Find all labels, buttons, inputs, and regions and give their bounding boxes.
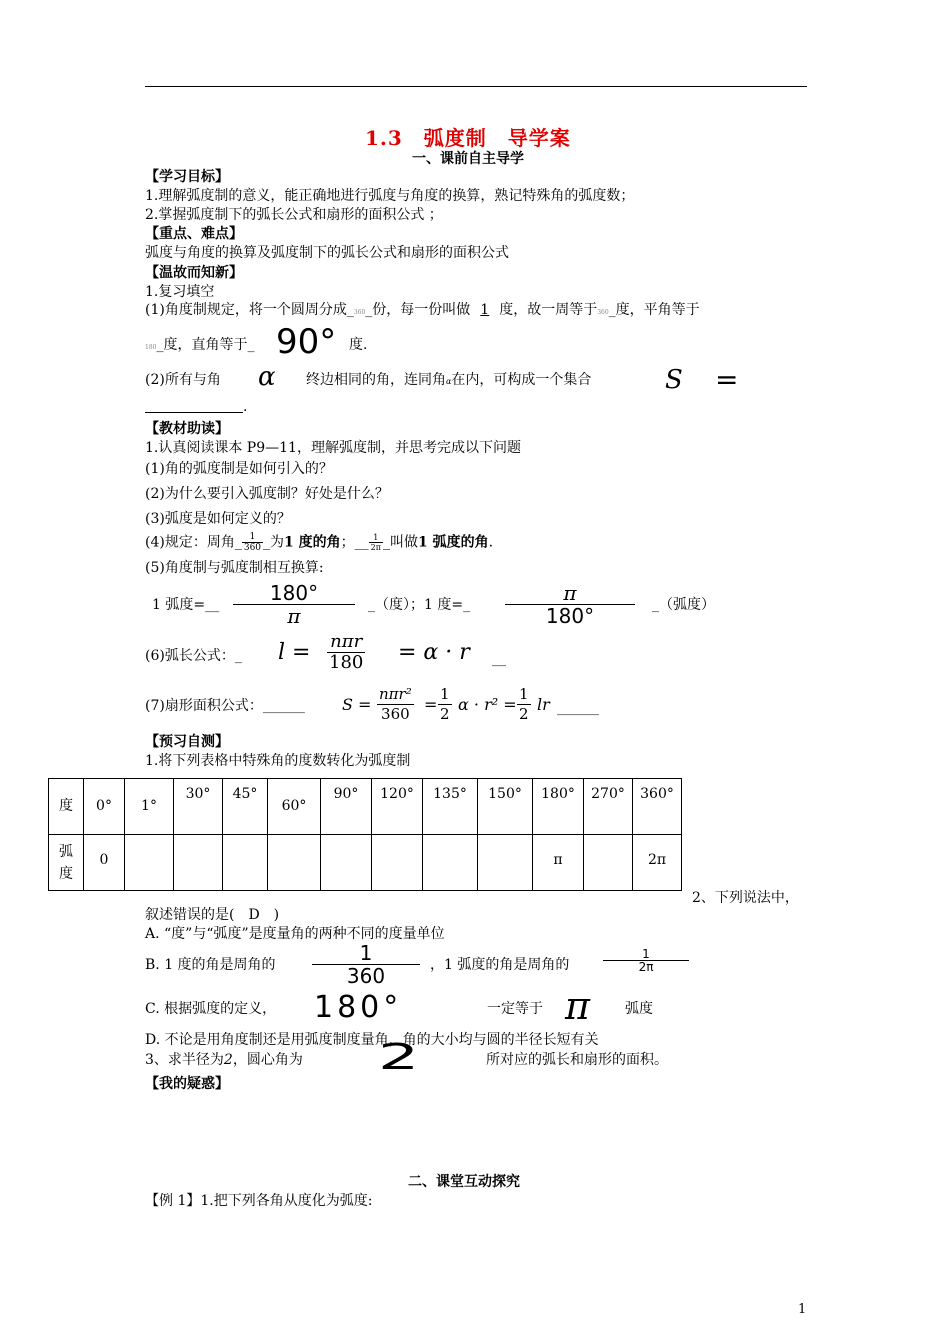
review-q2-text-b [306, 371, 591, 391]
table-head-radian: 弧 度 [49, 835, 84, 891]
sector-den-2: 2 [440, 705, 450, 723]
textbook-q1: (1)角的弧度制是如何引入的？ [145, 461, 333, 477]
option-a: A. “度”与“弧度”是度量角的两种不同的度量单位 [145, 926, 445, 942]
frac-pi-180-den: 180° [545, 604, 595, 628]
frac-npr-180 [327, 632, 365, 673]
objective-1: 1.理解弧度制的意义，能正确地进行弧度与角度的换算，熟记特殊角的弧度数； [145, 188, 635, 204]
table-cell: 135° [423, 779, 478, 835]
arc-den: 180 [329, 652, 364, 673]
key-heading: 【重点、难点】 [145, 226, 243, 242]
arc-label: (6)弧长公式：_ [145, 648, 242, 664]
sector-ar: α · r² = [458, 695, 517, 714]
pretest-heading: 【预习自测】 [145, 734, 229, 750]
header-rule [145, 86, 807, 87]
q3-text-a: 3、求半径为 [145, 1052, 224, 1068]
table-cell [223, 835, 268, 891]
table-cell [372, 835, 423, 891]
review-q2-text-c: 在内，可构成一个集合 [451, 372, 592, 388]
q3-radius: 2 [223, 1052, 233, 1068]
review-q1-blank-1: 360 [353, 309, 366, 316]
q3-line [145, 1051, 303, 1069]
frac-1-360-den: 360 [243, 543, 262, 553]
table-cell: 90° [321, 779, 372, 835]
sector-label: (7)扇形面积公式：______ [145, 698, 305, 714]
table-cell: 0 [84, 835, 125, 891]
arc-end: __ [492, 651, 506, 667]
conv-a: 1 弧度=__ [152, 597, 220, 613]
table-cell [478, 835, 533, 891]
q3-text-b: ，圆心角为 [232, 1052, 303, 1068]
objective-2: 2.掌握弧度制下的弧长公式和扇形的面积公式 ； [145, 207, 443, 223]
table-cell: π [533, 835, 584, 891]
doc-title: 1.3 弧度制 导学案 [365, 126, 571, 150]
review-q2-text-a: (2)所有与角 [145, 372, 221, 388]
review-q1-line1 [145, 301, 700, 322]
frac-b-den-1: 360 [346, 964, 386, 988]
textbook-q4-d-bold: 1 弧度的角 [418, 534, 489, 551]
frac-pi-180-num: π [505, 582, 635, 605]
textbook-q4-a: (4)规定：周角_ [145, 534, 242, 551]
textbook-q5: (5)角度制与弧度制相互换算: [145, 560, 324, 576]
arc-rest: = α · r [398, 640, 470, 665]
angle-table [48, 778, 682, 891]
review-q2-end: . [243, 399, 248, 415]
arc-l: l = [278, 640, 311, 665]
table-head-degree: 度 [49, 779, 84, 835]
example-1: 【例 1】1.把下列各角从度化为弧度: [145, 1193, 373, 1209]
review-q1-blank-4: 180 [145, 344, 157, 351]
table-cell [174, 835, 223, 891]
frac-1-2pi [369, 533, 383, 552]
option-d: D. 不论是用角度制还是用弧度制度量角，角的大小均与圆的半径长短有关 [145, 1032, 599, 1048]
table-cell [584, 835, 633, 891]
textbook-q4-b: _为 [263, 534, 285, 551]
sector-den-1: 360 [381, 705, 410, 723]
table-cell: 270° [584, 779, 633, 835]
alpha-symbol: α [258, 362, 276, 392]
frac-180-pi-num: 180° [233, 582, 355, 605]
textbook-1: 1.认真阅读课本 P9—11，理解弧度制，并思考完成以下问题 [145, 440, 521, 456]
table-cell [268, 835, 321, 891]
set-S-symbol: S [665, 365, 683, 395]
table-cell: 0° [84, 779, 125, 835]
arc-num: nπr [327, 632, 365, 653]
option-c-pi: π [565, 984, 590, 1028]
review-q1-text-b: _份，每一份叫做 [365, 302, 471, 318]
option-b-text-a: B. 1 度的角是周角的 [145, 957, 276, 973]
q2-line: 叙述错误的是( D ) [145, 907, 280, 923]
sector-eq2: = [424, 695, 438, 714]
table-row-degrees [49, 779, 682, 835]
frac-pi-180 [505, 582, 635, 627]
option-c-text-b: 一定等于 [487, 1001, 543, 1017]
doubt-heading: 【我的疑惑】 [145, 1076, 229, 1092]
table-cell [125, 835, 174, 891]
sector-num-1: nπr² [379, 685, 412, 703]
textbook-q3: (3)弧度是如何定义的？ [145, 511, 291, 527]
option-c-text-a: C. 根据弧度的定义， [145, 1001, 277, 1017]
frac-1-360-num: 1 [242, 532, 263, 543]
table-cell: 2π [633, 835, 682, 891]
review-q2-text-b-span: 终边相同的角，连同角 [306, 372, 446, 388]
textbook-q4 [145, 532, 493, 553]
key-text: 弧度与角度的换算及弧度制下的弧长公式和扇形的面积公式 [145, 245, 509, 261]
textbook-q4-e: . [488, 534, 494, 551]
review-q2-line [145, 371, 221, 389]
conv-b: _（度）；1 度=_ [368, 597, 471, 613]
review-q1-text-e: _度，直角等于_ [156, 337, 255, 353]
q2-tail: 2、下列说法中， [692, 890, 799, 906]
table-cell: 360° [633, 779, 682, 835]
frac-b-den-2: 2π [638, 960, 654, 974]
textbook-q2: (2)为什么要引入弧度制？好处是什么？ [145, 486, 389, 502]
page-number: 1 [798, 1302, 807, 1317]
review-q1-line2 [145, 336, 254, 357]
review-heading: 【温故而知新】 [145, 265, 243, 281]
frac-b-1-2pi [603, 948, 689, 973]
q3-text-c: 所对应的弧长和扇形的面积。 [486, 1052, 668, 1068]
sector-num-2: 1 [440, 685, 450, 703]
sector-lr: lr [537, 695, 550, 714]
table-cell: 180° [533, 779, 584, 835]
objectives-heading: 【学习目标】 [145, 169, 229, 185]
textbook-heading: 【教材助读】 [145, 421, 229, 437]
table-cell: 60° [268, 779, 321, 835]
pretest-1: 1.将下列表格中特殊角的度数转化为弧度制 [145, 753, 411, 769]
review-1: 1.复习填空 [145, 284, 215, 300]
frac-b-num-1: 1 [312, 942, 420, 965]
textbook-q4-b-bold: 1 度的角 [284, 534, 341, 551]
alpha-small: α [446, 377, 452, 386]
option-c-180: 180° [314, 990, 403, 1025]
table-cell: 45° [223, 779, 268, 835]
section-heading-1: 一、课前自主导学 [412, 151, 524, 167]
q3-angle-2: 2 [378, 1037, 420, 1078]
frac-b-num-2: 1 [603, 948, 689, 961]
review-q1-text-c: 度，故一周等于 [499, 302, 598, 318]
frac-180-pi-den: π [287, 604, 301, 628]
review-q2-blank [145, 398, 247, 416]
conversion-line [152, 596, 219, 614]
set-equals: = [715, 363, 739, 396]
section-heading-2: 二、课堂互动探究 [408, 1174, 520, 1190]
review-q1-end: 度. [349, 337, 368, 353]
textbook-q4-c: ；__ [340, 534, 369, 551]
option-c-text-c: 弧度 [625, 1001, 653, 1017]
sector-num-3: 1 [519, 685, 529, 703]
sector-S: S = [342, 695, 372, 714]
conv-c: _（弧度） [652, 597, 715, 613]
table-cell: 30° [174, 779, 223, 835]
frac-1-2pi-num: 1 [369, 533, 383, 543]
textbook-q4-d: _叫做 [383, 534, 419, 551]
sector-den-3: 2 [519, 705, 529, 723]
frac-half-2 [517, 685, 531, 724]
frac-1-360 [242, 532, 263, 553]
table-cell [321, 835, 372, 891]
review-q1-text-d: _度，平角等于 [608, 302, 700, 318]
review-q1-blank-3: 360 [597, 309, 609, 316]
frac-1-2pi-den: 2π [370, 543, 382, 552]
table-cell: 150° [478, 779, 533, 835]
review-q1-blank-2: 1 [480, 302, 490, 318]
review-q1-90: 90° [276, 322, 337, 362]
table-cell [423, 835, 478, 891]
frac-half-1 [438, 685, 452, 724]
frac-npr2-360 [377, 685, 414, 724]
table-row-radians [49, 835, 682, 891]
frac-180-pi [233, 582, 355, 627]
option-b-text-b: ，1 弧度的角是周角的 [430, 957, 570, 973]
table-cell: 1° [125, 779, 174, 835]
review-q1-text-a: (1)角度制规定，将一个圆周分成_ [145, 302, 354, 318]
table-cell: 120° [372, 779, 423, 835]
sector-end: ______ [557, 700, 599, 716]
frac-b-1-360 [312, 942, 420, 987]
